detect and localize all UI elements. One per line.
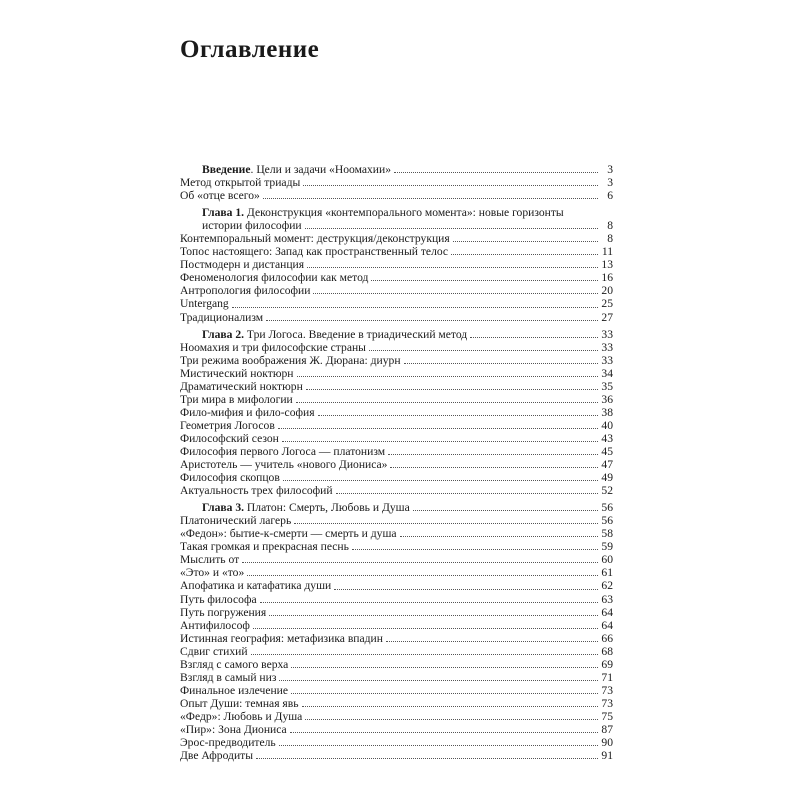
page-number: 6 xyxy=(607,189,613,203)
toc-entry xyxy=(180,258,613,271)
page-number: 69 xyxy=(601,657,613,671)
toc-entry xyxy=(180,553,613,566)
dot-leader xyxy=(263,198,598,199)
dot-leader xyxy=(303,185,598,186)
toc-entry xyxy=(180,527,613,540)
entry-title: Фило-мифия и фило-софия xyxy=(180,405,315,419)
page-number: 27 xyxy=(601,310,613,324)
dot-leader xyxy=(400,536,598,537)
dot-leader xyxy=(352,549,598,550)
page-number: 49 xyxy=(601,471,613,485)
chapter-text: Платон: Смерть, Любовь и Душа xyxy=(244,501,410,515)
toc-entry xyxy=(180,671,613,684)
toc-section xyxy=(180,501,613,762)
toc-entry xyxy=(180,432,613,445)
dot-leader xyxy=(232,307,598,308)
entry-title: «Это» и «то» xyxy=(180,566,245,580)
page-number: 25 xyxy=(601,297,613,311)
page-number: 64 xyxy=(601,605,613,619)
entry-title: Истинная география: метафизика впадин xyxy=(180,631,383,645)
dot-leader xyxy=(306,389,598,390)
entry-title: Драматический ноктюрн xyxy=(180,379,303,393)
page-number: 33 xyxy=(601,353,613,367)
toc-entry xyxy=(180,619,613,632)
entry-title: Финальное излечение xyxy=(180,683,289,697)
entry-title: Такая громкая и прекрасная песнь xyxy=(180,540,349,554)
toc-entry xyxy=(180,593,613,606)
entry-title: Эрос-предводитель xyxy=(180,736,276,750)
page-number: 66 xyxy=(601,631,613,645)
toc-entry xyxy=(180,189,613,202)
page-number: 8 xyxy=(607,232,613,246)
toc-entry xyxy=(180,393,613,406)
entry-title: Об «отце всего» xyxy=(180,189,260,203)
page-title: Оглавление xyxy=(180,36,320,63)
toc-entry xyxy=(180,606,613,619)
entry-title: Метод открытой триады xyxy=(180,176,301,190)
page-number: 52 xyxy=(601,484,613,498)
dot-leader xyxy=(386,641,598,642)
toc-section xyxy=(180,206,613,323)
toc-entry xyxy=(180,684,613,697)
toc-section xyxy=(180,163,613,202)
entry-title: Антифилософ xyxy=(180,618,250,632)
toc-entry xyxy=(180,232,613,245)
page-number: 63 xyxy=(601,592,613,606)
entry-title: Опыт Души: темная явь xyxy=(180,696,299,710)
dot-leader xyxy=(451,254,598,255)
entry-title: Философский сезон xyxy=(180,431,279,445)
toc-entry xyxy=(180,380,613,393)
toc-entry xyxy=(180,514,613,527)
dot-leader xyxy=(390,467,598,468)
toc-entry xyxy=(180,471,613,484)
chapter-title xyxy=(202,328,467,341)
toc-entry xyxy=(180,297,613,310)
chapter-label: Глава 2. xyxy=(202,327,245,341)
entry-title: Антропология философии xyxy=(180,284,311,298)
page-number: 13 xyxy=(601,258,613,272)
page-number: 62 xyxy=(601,579,613,593)
page-number: 38 xyxy=(601,405,613,419)
dot-leader xyxy=(302,706,598,707)
entry-title: Мистический ноктюрн xyxy=(180,366,294,380)
toc-entry xyxy=(180,311,613,324)
chapter-title xyxy=(202,163,391,176)
page-number: 61 xyxy=(601,566,613,580)
page-number: 68 xyxy=(601,644,613,658)
page-number: 16 xyxy=(601,271,613,285)
dot-leader xyxy=(294,523,598,524)
toc-entry xyxy=(180,736,613,749)
dot-leader xyxy=(269,615,598,616)
dot-leader xyxy=(453,241,598,242)
dot-leader xyxy=(336,493,598,494)
chapter-title xyxy=(202,501,410,514)
chapter-heading xyxy=(180,501,613,514)
dot-leader xyxy=(247,575,598,576)
toc-entry xyxy=(180,658,613,671)
entry-title: Философия скопцов xyxy=(180,471,280,485)
entry-title: «Пир»: Зона Диониса xyxy=(180,722,287,736)
dot-leader xyxy=(266,320,598,321)
entry-title: Геометрия Логосов xyxy=(180,418,275,432)
dot-leader xyxy=(413,510,598,511)
page-number: 90 xyxy=(601,736,613,750)
dot-leader xyxy=(369,350,598,351)
page-number: 71 xyxy=(601,670,613,684)
entry-title: Три режима воображения Ж. Дюрана: диурн xyxy=(180,353,401,367)
chapter-heading-cont xyxy=(180,219,613,232)
page-number: 20 xyxy=(601,284,613,298)
page-number: 58 xyxy=(601,527,613,541)
dot-leader xyxy=(305,719,598,720)
dot-leader xyxy=(260,602,598,603)
entry-title: Философия первого Логоса — платонизм xyxy=(180,444,386,458)
page-number: 60 xyxy=(601,553,613,567)
page-number: 45 xyxy=(601,444,613,458)
page-number: 33 xyxy=(601,327,613,341)
dot-leader xyxy=(291,667,598,668)
toc-entry xyxy=(180,540,613,553)
dot-leader xyxy=(251,654,598,655)
toc-entry xyxy=(180,749,613,762)
dot-leader xyxy=(282,441,598,442)
entry-title: Путь философа xyxy=(180,592,257,606)
page-number: 56 xyxy=(601,501,613,515)
toc-entry xyxy=(180,458,613,471)
toc-entry xyxy=(180,632,613,645)
entry-title: Актуальность трех философий xyxy=(180,484,333,498)
chapter-heading xyxy=(180,328,613,341)
page-number: 3 xyxy=(607,176,613,190)
chapter-heading xyxy=(180,206,613,219)
entry-title: Две Афродиты xyxy=(180,749,254,763)
page-number: 91 xyxy=(601,749,613,763)
dot-leader xyxy=(278,428,598,429)
chapter-text: . Цели и задачи «Ноомахии» xyxy=(250,163,392,176)
toc-entry xyxy=(180,419,613,432)
page-number: 11 xyxy=(601,245,613,259)
dot-leader xyxy=(318,415,598,416)
dot-leader xyxy=(371,280,598,281)
entry-title: Взгляд с самого верха xyxy=(180,657,289,671)
entry-title: Платонический лагерь xyxy=(180,514,292,528)
page-number: 8 xyxy=(607,219,613,233)
page-number: 35 xyxy=(601,379,613,393)
dot-leader xyxy=(242,562,598,563)
entry-title: Untergang xyxy=(180,297,229,311)
page-number: 36 xyxy=(601,392,613,406)
page-number: 87 xyxy=(601,722,613,736)
page-number: 43 xyxy=(601,431,613,445)
entry-title: Аристотель — учитель «нового Диониса» xyxy=(180,458,388,472)
toc-entry xyxy=(180,566,613,579)
dot-leader xyxy=(334,589,598,590)
chapter-label: Глава 1. xyxy=(202,206,245,220)
dot-leader xyxy=(296,402,598,403)
entry-title: Топос настоящего: Запад как пространственный телос xyxy=(180,245,449,259)
entry-title: Постмодерн и дистанция xyxy=(180,258,305,272)
dot-leader xyxy=(279,680,598,681)
toc-entry xyxy=(180,271,613,284)
entry-title: «Федр»: Любовь и Душа xyxy=(180,709,303,723)
page-number: 56 xyxy=(601,514,613,528)
chapter-title xyxy=(202,206,613,219)
chapter-label: Введение xyxy=(202,163,251,176)
entry-title: Апофатика и катафатика души xyxy=(180,579,332,593)
table-of-contents xyxy=(180,163,613,762)
entry-title: Мыслить от xyxy=(180,553,240,567)
entry-title: Ноомахия и три философские страны xyxy=(180,340,366,354)
dot-leader xyxy=(307,267,598,268)
entry-title: Сдвиг стихий xyxy=(180,644,248,658)
dot-leader xyxy=(470,337,598,338)
toc-entry xyxy=(180,367,613,380)
entry-title: Традиционализм xyxy=(180,310,264,324)
dot-leader xyxy=(283,480,598,481)
dot-leader xyxy=(313,293,598,294)
page-number: 59 xyxy=(601,540,613,554)
dot-leader xyxy=(291,693,598,694)
toc-entry xyxy=(180,445,613,458)
page-number: 40 xyxy=(601,418,613,432)
page-number: 64 xyxy=(601,618,613,632)
toc-entry xyxy=(180,697,613,710)
toc-entry xyxy=(180,341,613,354)
page-number: 73 xyxy=(601,683,613,697)
toc-entry xyxy=(180,710,613,723)
page-number: 75 xyxy=(601,709,613,723)
dot-leader xyxy=(279,745,598,746)
chapter-label: Глава 3. xyxy=(202,501,245,515)
page-number: 47 xyxy=(601,458,613,472)
entry-title: «Федон»: бытие-к-смерти — смерть и душа xyxy=(180,527,397,541)
toc-entry xyxy=(180,406,613,419)
entry-title: Три мира в мифологии xyxy=(180,392,293,406)
page-number: 73 xyxy=(601,696,613,710)
page-number: 34 xyxy=(601,366,613,380)
dot-leader xyxy=(297,376,599,377)
dot-leader xyxy=(305,228,598,229)
page-number: 33 xyxy=(601,340,613,354)
entry-title: Путь погружения xyxy=(180,605,267,619)
chapter-text-cont: истории философии xyxy=(202,219,302,233)
toc-entry xyxy=(180,484,613,497)
toc-entry xyxy=(180,354,613,367)
chapter-text: Три Логоса. Введение в триадический метод xyxy=(244,327,468,341)
toc-entry xyxy=(180,176,613,189)
entry-title: Контемпоральный момент: деструкция/деконструкция xyxy=(180,232,450,246)
toc-entry xyxy=(180,579,613,592)
toc-entry xyxy=(180,245,613,258)
chapter-text: Деконструкция «контемпорального момента»: новые горизонты xyxy=(244,206,564,220)
dot-leader xyxy=(253,628,598,629)
chapter-heading xyxy=(180,163,613,176)
dot-leader xyxy=(404,363,598,364)
dot-leader xyxy=(394,172,598,173)
entry-title: Феноменология философии как метод xyxy=(180,271,369,285)
entry-title: Взгляд в самый низ xyxy=(180,670,277,684)
toc-entry xyxy=(180,645,613,658)
dot-leader xyxy=(290,732,598,733)
toc-section xyxy=(180,328,613,498)
dot-leader xyxy=(256,758,598,759)
toc-entry xyxy=(180,723,613,736)
page-number: 3 xyxy=(607,163,613,176)
dot-leader xyxy=(388,454,598,455)
toc-entry xyxy=(180,284,613,297)
